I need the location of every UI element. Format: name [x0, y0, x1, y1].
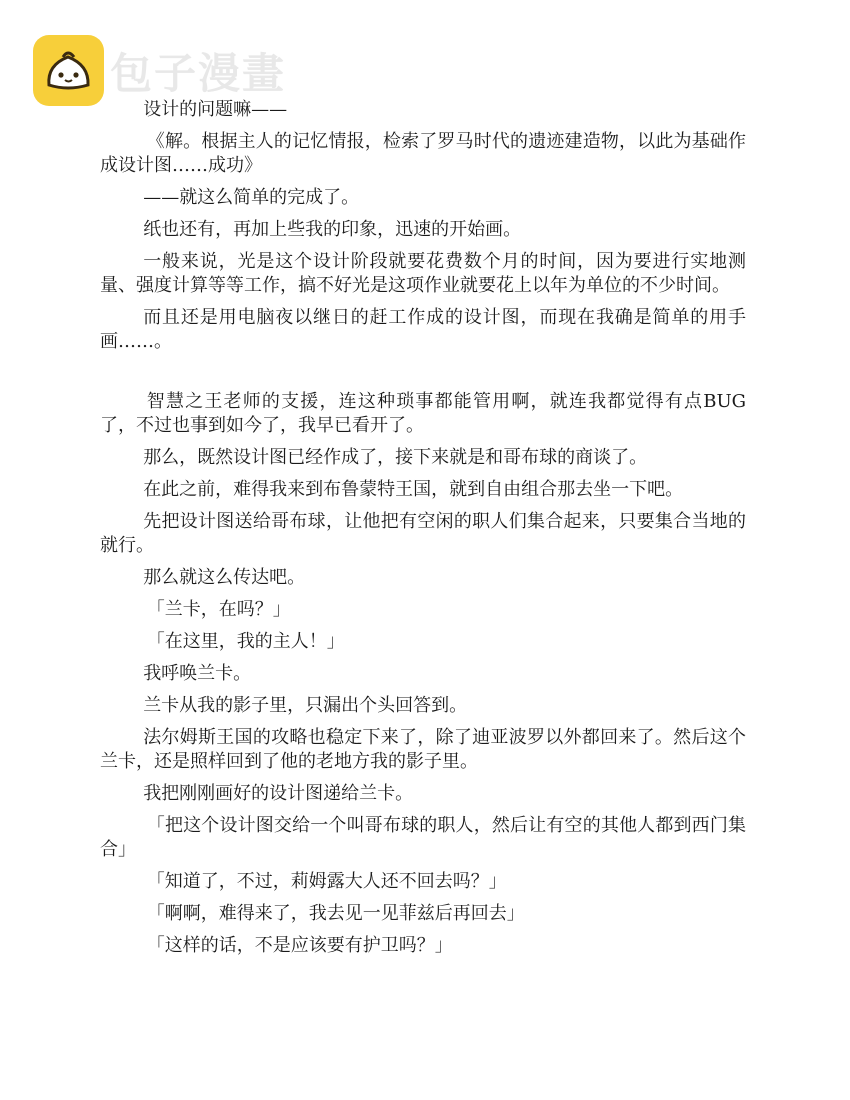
paragraph: 《解。根据主人的记忆情报，检索了罗马时代的遗迹建造物，以此为基础作成设计图……成功》: [100, 131, 746, 176]
paragraph: 「知道了，不过，莉姆露大人还不回去吗？」: [146, 871, 507, 892]
paragraph: 「啊啊，难得来了，我去见一见菲兹后再回去」: [146, 903, 525, 924]
paragraph: 先把设计图送给哥布球，让他把有空闲的职人们集合起来，只要集合当地的就行。: [100, 511, 746, 556]
paragraph: 一般来说，光是这个设计阶段就要花费数个月的时间，因为要进行实地测量、强度计算等等工作，搞不好光是这项作业就要花上以年为单位的不少时间。: [100, 251, 746, 296]
paragraph: 智慧之王老师的支援，连这种琐事都能管用啊，就连我都觉得有点BUG了，不过也事到如今了，我早已看开了。: [100, 391, 746, 436]
paragraph: 在此之前，难得我来到布鲁蒙特王国，就到自由组合那去坐一下吧。: [143, 479, 684, 500]
paragraph-group-b: [100, 390, 746, 958]
watermark-logo: [33, 35, 286, 106]
paragraph: 纸也还有，再加上些我的印象，迅速的开始画。: [143, 219, 522, 240]
bun-icon: [33, 35, 104, 106]
paragraph: 「把这个设计图交给一个叫哥布球的职人，然后让有空的其他人都到西门集合」: [100, 815, 746, 860]
paragraph: 我呼唤兰卡。: [143, 663, 252, 684]
paragraph: ——就这么简单的完成了。: [143, 187, 360, 208]
document-body: [100, 98, 746, 966]
paragraph: 那么就这么传达吧。: [143, 567, 306, 588]
paragraph: 设计的问题嘛——: [143, 99, 288, 120]
paragraph: 那么，既然设计图已经作成了，接下来就是和哥布球的商谈了。: [143, 447, 648, 468]
paragraph: 法尔姆斯王国的攻略也稳定下来了，除了迪亚波罗以外都回来了。然后这个兰卡，还是照样回到了他的老地方我的影子里。: [100, 727, 746, 772]
section-gap: [100, 362, 746, 390]
paragraph: 「兰卡，在吗？」: [146, 599, 291, 620]
paragraph: 而且还是用电脑夜以继日的赶工作成的设计图，而现在我确是简单的用手画……。: [100, 307, 746, 352]
paragraph: 我把刚刚画好的设计图递给兰卡。: [143, 783, 414, 804]
paragraph: 兰卡从我的影子里，只漏出个头回答到。: [143, 695, 468, 716]
paragraph: 「这样的话，不是应该要有护卫吗？」: [146, 935, 453, 956]
watermark-text: 包子漫畫: [110, 48, 287, 98]
paragraph-group-a: [100, 98, 746, 354]
paragraph: 「在这里，我的主人！」: [146, 631, 345, 652]
